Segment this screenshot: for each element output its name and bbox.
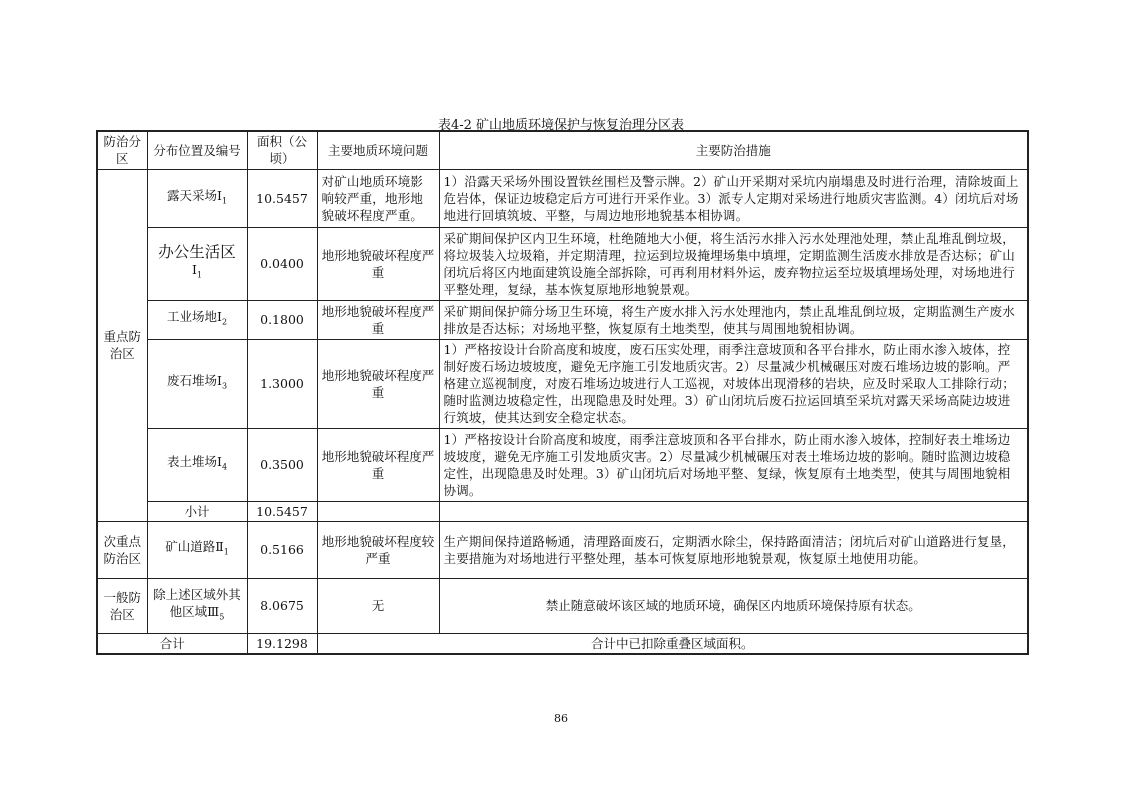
table-row <box>97 428 1028 501</box>
area-cell: 0.3500 <box>247 428 317 501</box>
location-cell: 办公生活区 $I_1$ <box>147 227 247 300</box>
zoning-table <box>96 130 1029 655</box>
table-row <box>97 169 1028 227</box>
problem-cell: 地形地貌破坏程度严重 <box>317 428 439 501</box>
table-row <box>97 300 1028 339</box>
table-caption: 表4-2 矿山地质环境保护与恢复治理分区表 <box>437 118 685 133</box>
page-number: 86 <box>554 712 568 725</box>
header-row <box>97 131 1028 169</box>
header-measure: 主要防治措施 <box>439 131 1028 169</box>
subtotal-area: 10.5457 <box>247 501 317 521</box>
header-area: 面积（公顷） <box>247 131 317 169</box>
location-cell: 表土堆场$I_4$ <box>147 428 247 501</box>
area-cell: 1.3000 <box>247 339 317 428</box>
area-cell: 0.1800 <box>247 300 317 339</box>
problem-cell: 地形地貌破坏程度较严重 <box>317 521 439 578</box>
subtotal-row <box>97 501 1028 521</box>
total-row <box>97 633 1028 654</box>
zone-key: 重点防治区 <box>97 169 147 521</box>
header-problem: 主要地质环境问题 <box>317 131 439 169</box>
empty-cell <box>439 501 1028 521</box>
measure-cell: 1）严格按设计台阶高度和坡度，雨季注意坡顶和各平台排水，防止雨水渗入坡体，控制好表土堆场边坡坡度，避免无序施工引发地质灾害。2）尽量减少机械碾压对表土堆场边坡的影响。随时监测边坡稳定性，出现隐患及时处理。3）矿山闭坑后对场地平整、复绿，恢复原有土地类型，使其与周围地貌相协调。 <box>439 428 1028 501</box>
problem-cell: 对矿山地质环境影响较严重，地形地貌破坏程度严重。 <box>317 169 439 227</box>
location-cell: 露天采场$I_1$ <box>147 169 247 227</box>
total-note: 合计中已扣除重叠区域面积。 <box>317 633 1028 654</box>
header-location: 分布位置及编号 <box>147 131 247 169</box>
measure-cell: 采矿期间保护筛分场卫生环境，将生产废水排入污水处理池内，禁止乱堆乱倒垃圾，定期监测生产废水排放是否达标；对场地平整，恢复原有土地类型，使其与周围地貌相协调。 <box>439 300 1028 339</box>
total-label: 合计 <box>97 633 247 654</box>
problem-cell: 无 <box>317 578 439 633</box>
zone-general: 一般防治区 <box>97 578 147 633</box>
location-cell: 工业场地$I_2$ <box>147 300 247 339</box>
area-cell: 0.5166 <box>247 521 317 578</box>
total-area: 19.1298 <box>247 633 317 654</box>
area-cell: 0.0400 <box>247 227 317 300</box>
table-row <box>97 578 1028 633</box>
empty-cell <box>317 501 439 521</box>
area-cell: 10.5457 <box>247 169 317 227</box>
measure-cell: 1）沿露天采场外围设置铁丝围栏及警示牌。2）矿山开采期对采坑内崩塌患及时进行治理，清除坡面上危岩体，保证边坡稳定后方可进行开采作业。3）派专人定期对采场进行地质灾害监测。4）闭坑后对场地进行回填筑坡、平整，与周边地形地貌基本相协调。 <box>439 169 1028 227</box>
zone-secondary: 次重点防治区 <box>97 521 147 578</box>
header-zone: 防治分区 <box>97 131 147 169</box>
subtotal-label: 小计 <box>147 501 247 521</box>
location-cell: 矿山道路$Ⅱ_1$ <box>147 521 247 578</box>
location-cell: 废石堆场$I_3$ <box>147 339 247 428</box>
problem-cell: 地形地貌破坏程度严重 <box>317 227 439 300</box>
measure-cell: 采矿期间保护区内卫生环境，杜绝随地大小便，将生活污水排入污水处理池处理，禁止乱堆乱倒垃圾，将垃圾装入垃圾箱，并定期清理，拉运到垃圾掩埋场集中填埋，定期监测生活废水排放是否达标；矿山闭坑后将区内地面建筑设施全部拆除，可再利用材料外运，废弃物拉运至垃圾填埋场处理，对场地进行平整处理，复绿，基本恢复原地形地貌景观。 <box>439 227 1028 300</box>
measure-cell: 生产期间保持道路畅通，清理路面废石，定期洒水除尘，保持路面清洁；闭坑后对矿山道路进行复垦，主要措施为对场地进行平整处理，基本可恢复原地形地貌景观，恢复原土地使用功能。 <box>439 521 1028 578</box>
measure-cell: 1）严格按设计台阶高度和坡度，废石压实处理，雨季注意坡顶和各平台排水，防止雨水渗入坡体，控制好废石场边坡坡度，避免无序施工引发地质灾害。2）尽量减少机械碾压对废石堆场边坡的影响。严格建立巡视制度，对废石堆场边坡进行人工巡视，对坡体出现滑移的岩块，应及时采取人工排除行动；随时监测边坡稳定性，出现隐患及时处理。3）矿山闭坑后废石拉运回填至采坑对露天采场高陡边坡进行筑坡，使其达到安全稳定状态。 <box>439 339 1028 428</box>
location-cell: 除上述区域外其他区域$Ⅲ_5$ <box>147 578 247 633</box>
table-row <box>97 227 1028 300</box>
measure-cell: 禁止随意破坏该区域的地质环境，确保区内地质环境保持原有状态。 <box>439 578 1028 633</box>
problem-cell: 地形地貌破坏程度严重 <box>317 339 439 428</box>
table-row <box>97 521 1028 578</box>
area-cell: 8.0675 <box>247 578 317 633</box>
table-row <box>97 339 1028 428</box>
problem-cell: 地形地貌破坏程度严重 <box>317 300 439 339</box>
